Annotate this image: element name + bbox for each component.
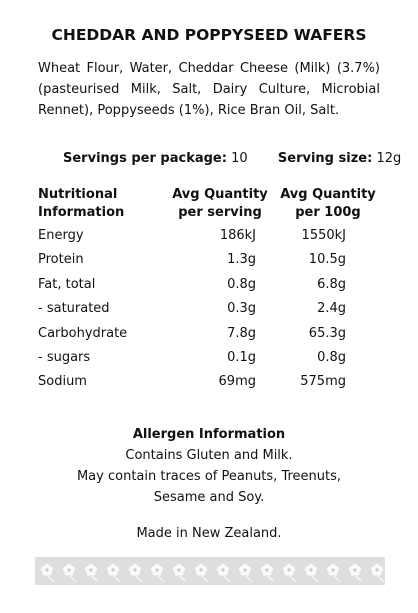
per-100g-value: 575mg xyxy=(300,374,346,390)
nutrient-name: Fat, total xyxy=(38,276,96,292)
header-per-100g: Avg Quantity per 100g xyxy=(280,187,376,220)
allergen-line: Sesame and Soy. xyxy=(153,490,265,505)
table-row xyxy=(38,297,380,321)
nutrient-name: Protein xyxy=(38,252,84,268)
nutrient-name: - sugars xyxy=(38,349,91,365)
per-serving-value: 0.1g xyxy=(227,349,256,365)
nutrient-name: Sodium xyxy=(38,374,87,390)
servings-line xyxy=(63,151,401,166)
flower-icon xyxy=(261,564,274,581)
header-nutritional-information: Nutritional Information xyxy=(38,187,125,220)
flower-icon xyxy=(63,564,76,581)
table-row xyxy=(38,248,380,272)
flower-icon xyxy=(195,564,208,581)
origin-statement: Made in New Zealand. xyxy=(136,526,282,541)
serving-size-label: Serving size: xyxy=(277,151,373,166)
flower-icon xyxy=(349,564,362,581)
per-serving-value: 69mg xyxy=(218,374,256,390)
per-serving-value: 0.8g xyxy=(227,276,256,292)
flower-icon xyxy=(283,564,296,581)
nutrient-name: - saturated xyxy=(38,301,110,317)
servings-per-package-value: 10 xyxy=(231,151,248,166)
table-row xyxy=(38,322,380,346)
table-row xyxy=(38,370,380,394)
product-title: CHEDDAR AND POPPYSEED WAFERS xyxy=(51,26,367,44)
allergen-line: Contains Gluten and Milk. xyxy=(125,448,293,463)
nutrition-table-header xyxy=(38,186,380,224)
servings-per-package-label: Servings per package: xyxy=(63,151,227,166)
serving-size-value: 12g xyxy=(376,151,402,166)
per-100g-value: 0.8g xyxy=(317,349,346,365)
per-100g-value: 65.3g xyxy=(308,325,346,341)
table-row xyxy=(38,273,380,297)
table-row xyxy=(38,346,380,370)
nutrition-table xyxy=(38,186,380,395)
nutrient-name: Carbohydrate xyxy=(38,325,128,341)
per-serving-value: 186kJ xyxy=(219,228,256,243)
flower-icon xyxy=(151,564,164,581)
flower-icon xyxy=(41,564,54,581)
flower-icon xyxy=(217,564,230,581)
per-serving-value: 0.3g xyxy=(227,301,256,317)
flower-icon xyxy=(371,564,384,581)
header-per-serving: Avg Quantity per serving xyxy=(172,187,268,220)
flower-icon xyxy=(129,564,142,581)
flower-icon xyxy=(305,564,318,581)
allergen-line: May contain traces of Peanuts, Treenuts, xyxy=(76,469,342,484)
per-100g-value: 1550kJ xyxy=(301,228,346,243)
allergen-section xyxy=(0,424,418,508)
per-serving-value: 1.3g xyxy=(227,252,256,268)
allergen-heading: Allergen Information xyxy=(132,427,286,442)
per-100g-value: 6.8g xyxy=(317,276,346,292)
per-100g-value: 10.5g xyxy=(308,252,346,268)
nutrient-name: Energy xyxy=(38,228,84,243)
flower-icon xyxy=(107,564,120,581)
decorative-floral-band xyxy=(35,557,385,585)
per-100g-value: 2.4g xyxy=(317,301,346,317)
per-serving-value: 7.8g xyxy=(227,325,256,341)
flower-icon xyxy=(327,564,340,581)
flower-icon xyxy=(85,564,98,581)
flower-icon xyxy=(173,564,186,581)
ingredients-text: Wheat Flour, Water, Cheddar Cheese (Milk) (3.7%) (pasteurised Milk, Salt, Dairy Culture, Microbial Rennet), Poppyseeds (1%), Rice Bran Oil, Salt. xyxy=(38,61,380,118)
flower-icon xyxy=(239,564,252,581)
floral-pattern-icon xyxy=(35,557,385,585)
table-row xyxy=(38,224,380,248)
